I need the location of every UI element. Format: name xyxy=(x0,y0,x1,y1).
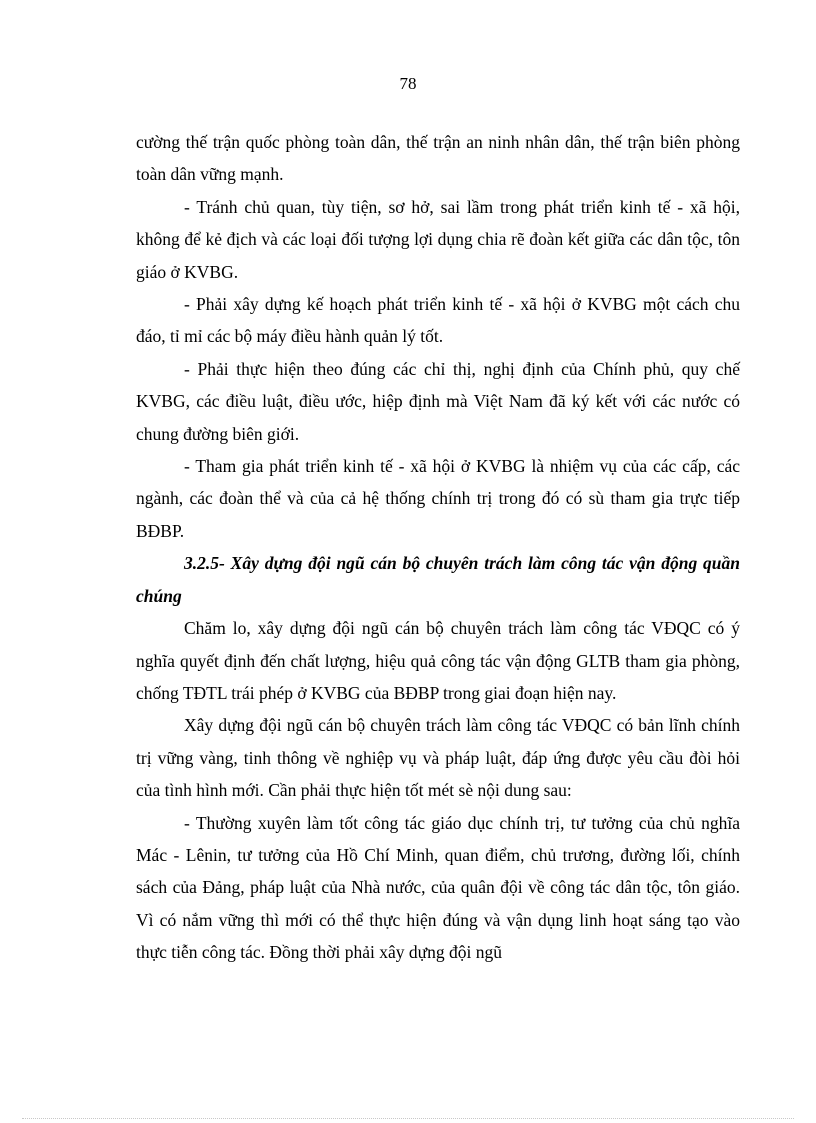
bullet-paragraph: - Phải thực hiện theo đúng các chỉ thị, nghị định của Chính phủ, quy chế KVBG, các điều luật, điều ước, hiệp định mà Việt Nam đã ký kết với các nước có chung đường biên giới. xyxy=(136,358,740,444)
paragraph-continuation: cường thế trận quốc phòng toàn dân, thế trận an ninh nhân dân, thế trận biên phòng toàn dân vững mạnh. xyxy=(136,132,740,185)
section-heading: 3.2.5- Xây dựng đội ngũ cán bộ chuyên trách làm công tác vận động quần chúng xyxy=(136,553,740,606)
page-bottom-divider xyxy=(22,1118,794,1119)
bullet-paragraph: - Tham gia phát triển kinh tế - xã hội ở KVBG là nhiệm vụ của các cấp, các ngành, các đoàn thể và của cả hệ thống chính trị trong đó có sù tham gia trực tiếp BĐBP. xyxy=(136,456,740,541)
section-paragraph: Xây dựng đội ngũ cán bộ chuyên trách làm công tác VĐQC có bản lĩnh chính trị vững vàng, tinh thông về nghiệp vụ và pháp luật, đáp ứng được yêu cầu đòi hỏi của tình hình mới. Cần phải thực hiện tốt mét sè nội dung sau: xyxy=(136,715,740,801)
bullet-paragraph: - Phải xây dựng kế hoạch phát triển kinh tế - xã hội ở KVBG một cách chu đáo, tỉ mỉ các bộ máy điều hành quản lý tốt. xyxy=(136,294,740,347)
page-number: 78 xyxy=(399,74,417,93)
section-paragraph: Chăm lo, xây dựng đội ngũ cán bộ chuyên trách làm công tác VĐQC có ý nghĩa quyết định đến chất lượng, hiệu quả công tác vận động GLTB tham gia phòng, chống TĐTL trái phép ở KVBG của BĐBP trong giai đoạn hiện nay. xyxy=(136,618,740,703)
bullet-paragraph: - Tránh chủ quan, tùy tiện, sơ hở, sai lầm trong phát triển kinh tế - xã hội, không để kẻ địch và các loại đối tượng lợi dụng chia rẽ đoàn kết giữa các dân tộc, tôn giáo ở KVBG. xyxy=(136,196,740,282)
bullet-paragraph: - Thường xuyên làm tốt công tác giáo dục chính trị, tư tưởng của chủ nghĩa Mác - Lênin, tư tưởng của Hồ Chí Minh, quan điểm, chủ trương, đường lối, chính sách của Đảng, pháp luật của Nhà nước, của quân đội về công tác dân tộc, tôn giáo. Vì có nắm vững thì mới có thể thực hiện đúng và vận dụng linh hoạt sáng tạo vào thực tiễn công tác. Đồng thời phải xây dựng đội ngũ xyxy=(136,812,740,963)
document-body xyxy=(136,126,740,969)
